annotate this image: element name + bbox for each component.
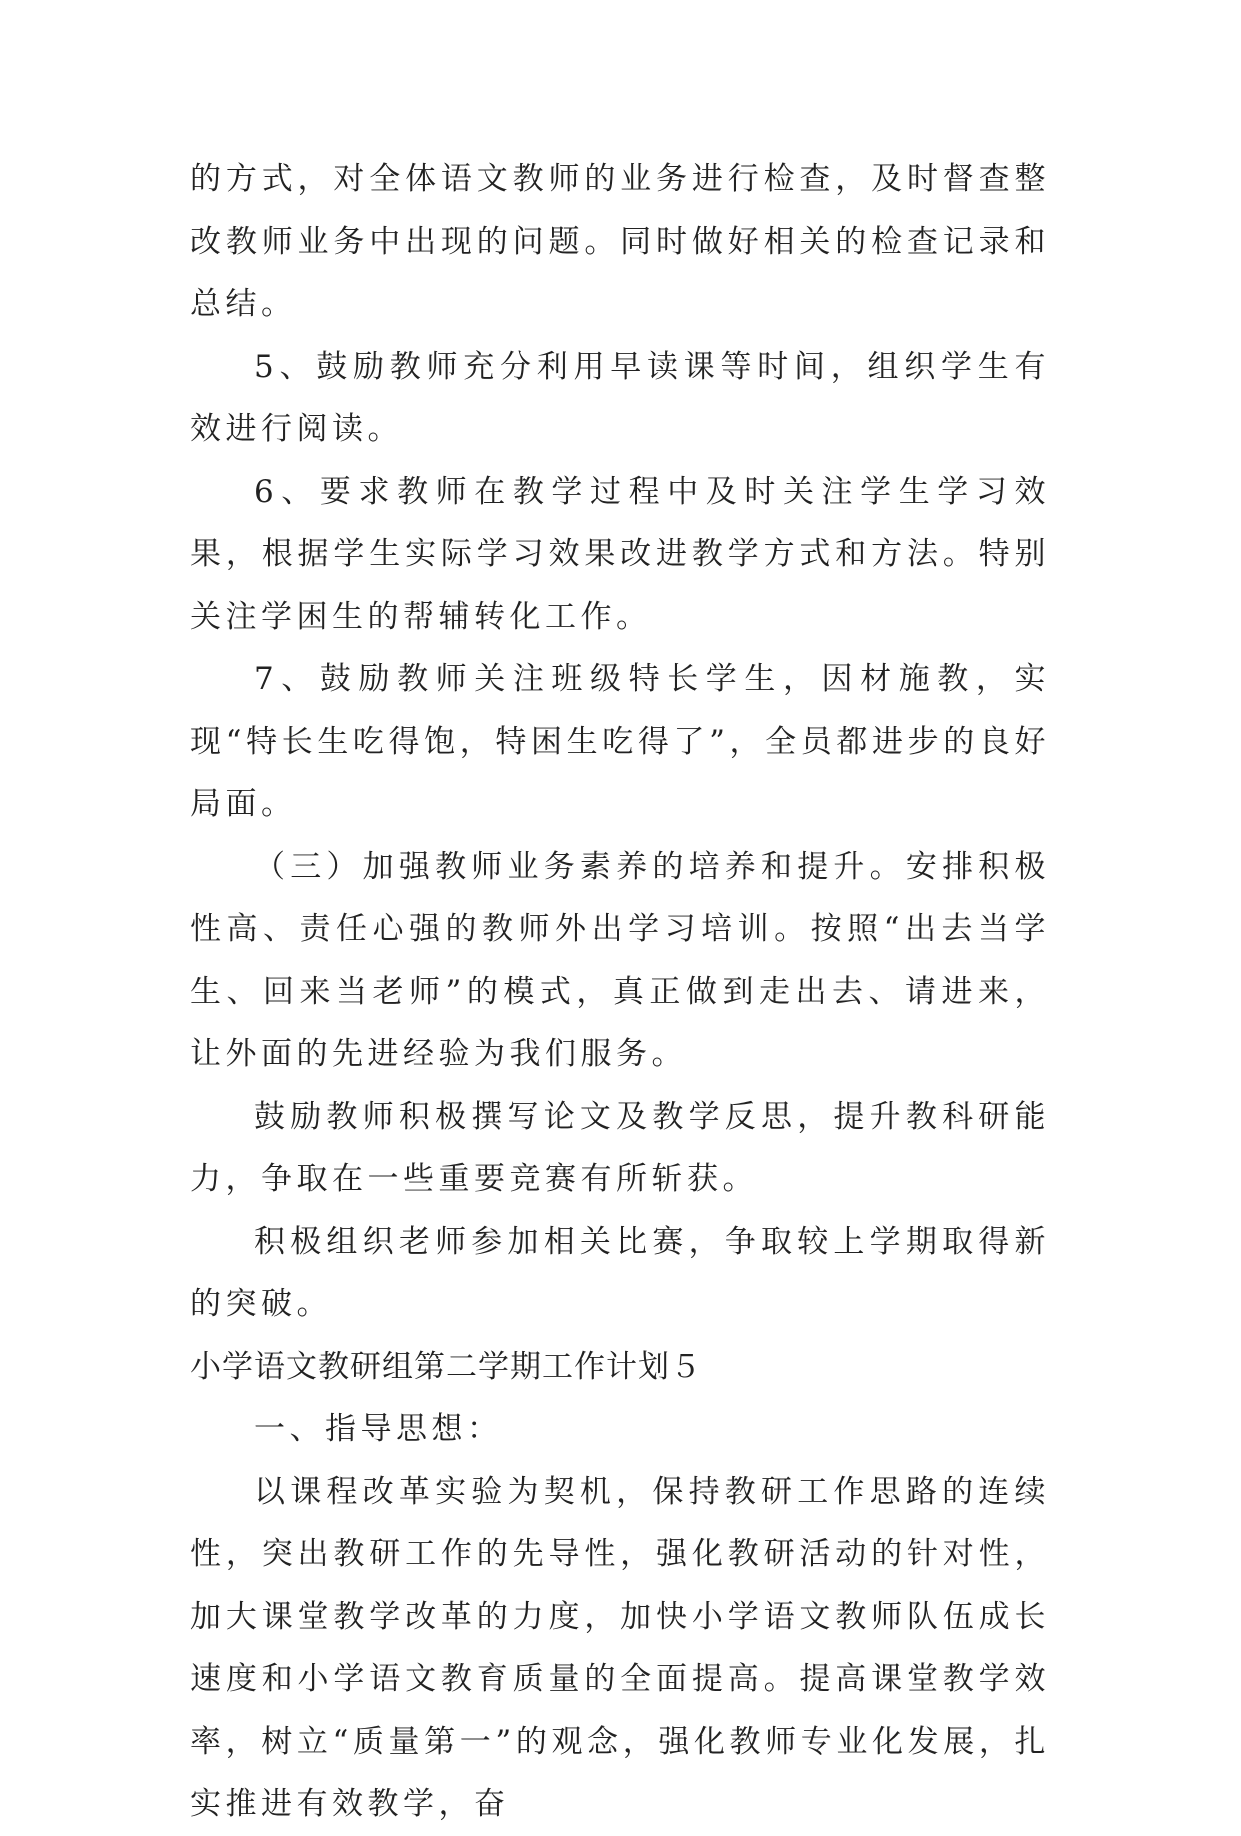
document-body: [190, 148, 1050, 1836]
section-title: 小学语文教研组第二学期工作计划５: [190, 1348, 702, 1385]
paragraph-guiding-ideology-body: 以课程改革实验为契机，保持教研工作思路的连续性，突出教研工作的先导性，强化教研活动的针对性，加大课堂教学改革的力度，加快小学语文教师队伍成长速度和小学语文教育质量的全面提高。提高课堂教学效率，树立“质量第一”的观念，强化教师专业化发展，扎实推进有效教学，奋: [190, 1473, 1050, 1822]
paragraph-item-7-talented-students: 7、鼓励教师关注班级特长学生，因材施教，实现“特长生吃得饱，特困生吃得了”，全员都进步的良好局面。: [190, 661, 1050, 822]
paragraph-competitions: 积极组织老师参加相关比赛，争取较上学期取得新的突破。: [190, 1223, 1050, 1322]
paragraph-inspection-continuation: 的方式，对全体语文教师的业务进行检查，及时督查整改教师业务中出现的问题。同时做好相关的检查记录和总结。: [190, 161, 1050, 322]
paragraph-section-3-training: （三）加强教师业务素养的培养和提升。安排积极性高、责任心强的教师外出学习培训。按照“出去当学生、回来当老师”的模式，真正做到走出去、请进来，让外面的先进经验为我们服务。: [190, 848, 1050, 1072]
paragraph-guiding-ideology-heading: 一、指导思想：: [254, 1411, 503, 1447]
paragraph-papers-reflection: 鼓励教师积极撰写论文及教学反思，提升教科研能力，争取在一些重要竞赛有所斩获。: [190, 1098, 1050, 1197]
paragraph-item-5-reading: 5、鼓励教师充分利用早读课等时间，组织学生有效进行阅读。: [190, 348, 1050, 447]
paragraph-item-6-learning-effect: 6、要求教师在教学过程中及时关注学生学习效果，根据学生实际学习效果改进教学方式和方法。特别关注学困生的帮辅转化工作。: [190, 473, 1050, 635]
